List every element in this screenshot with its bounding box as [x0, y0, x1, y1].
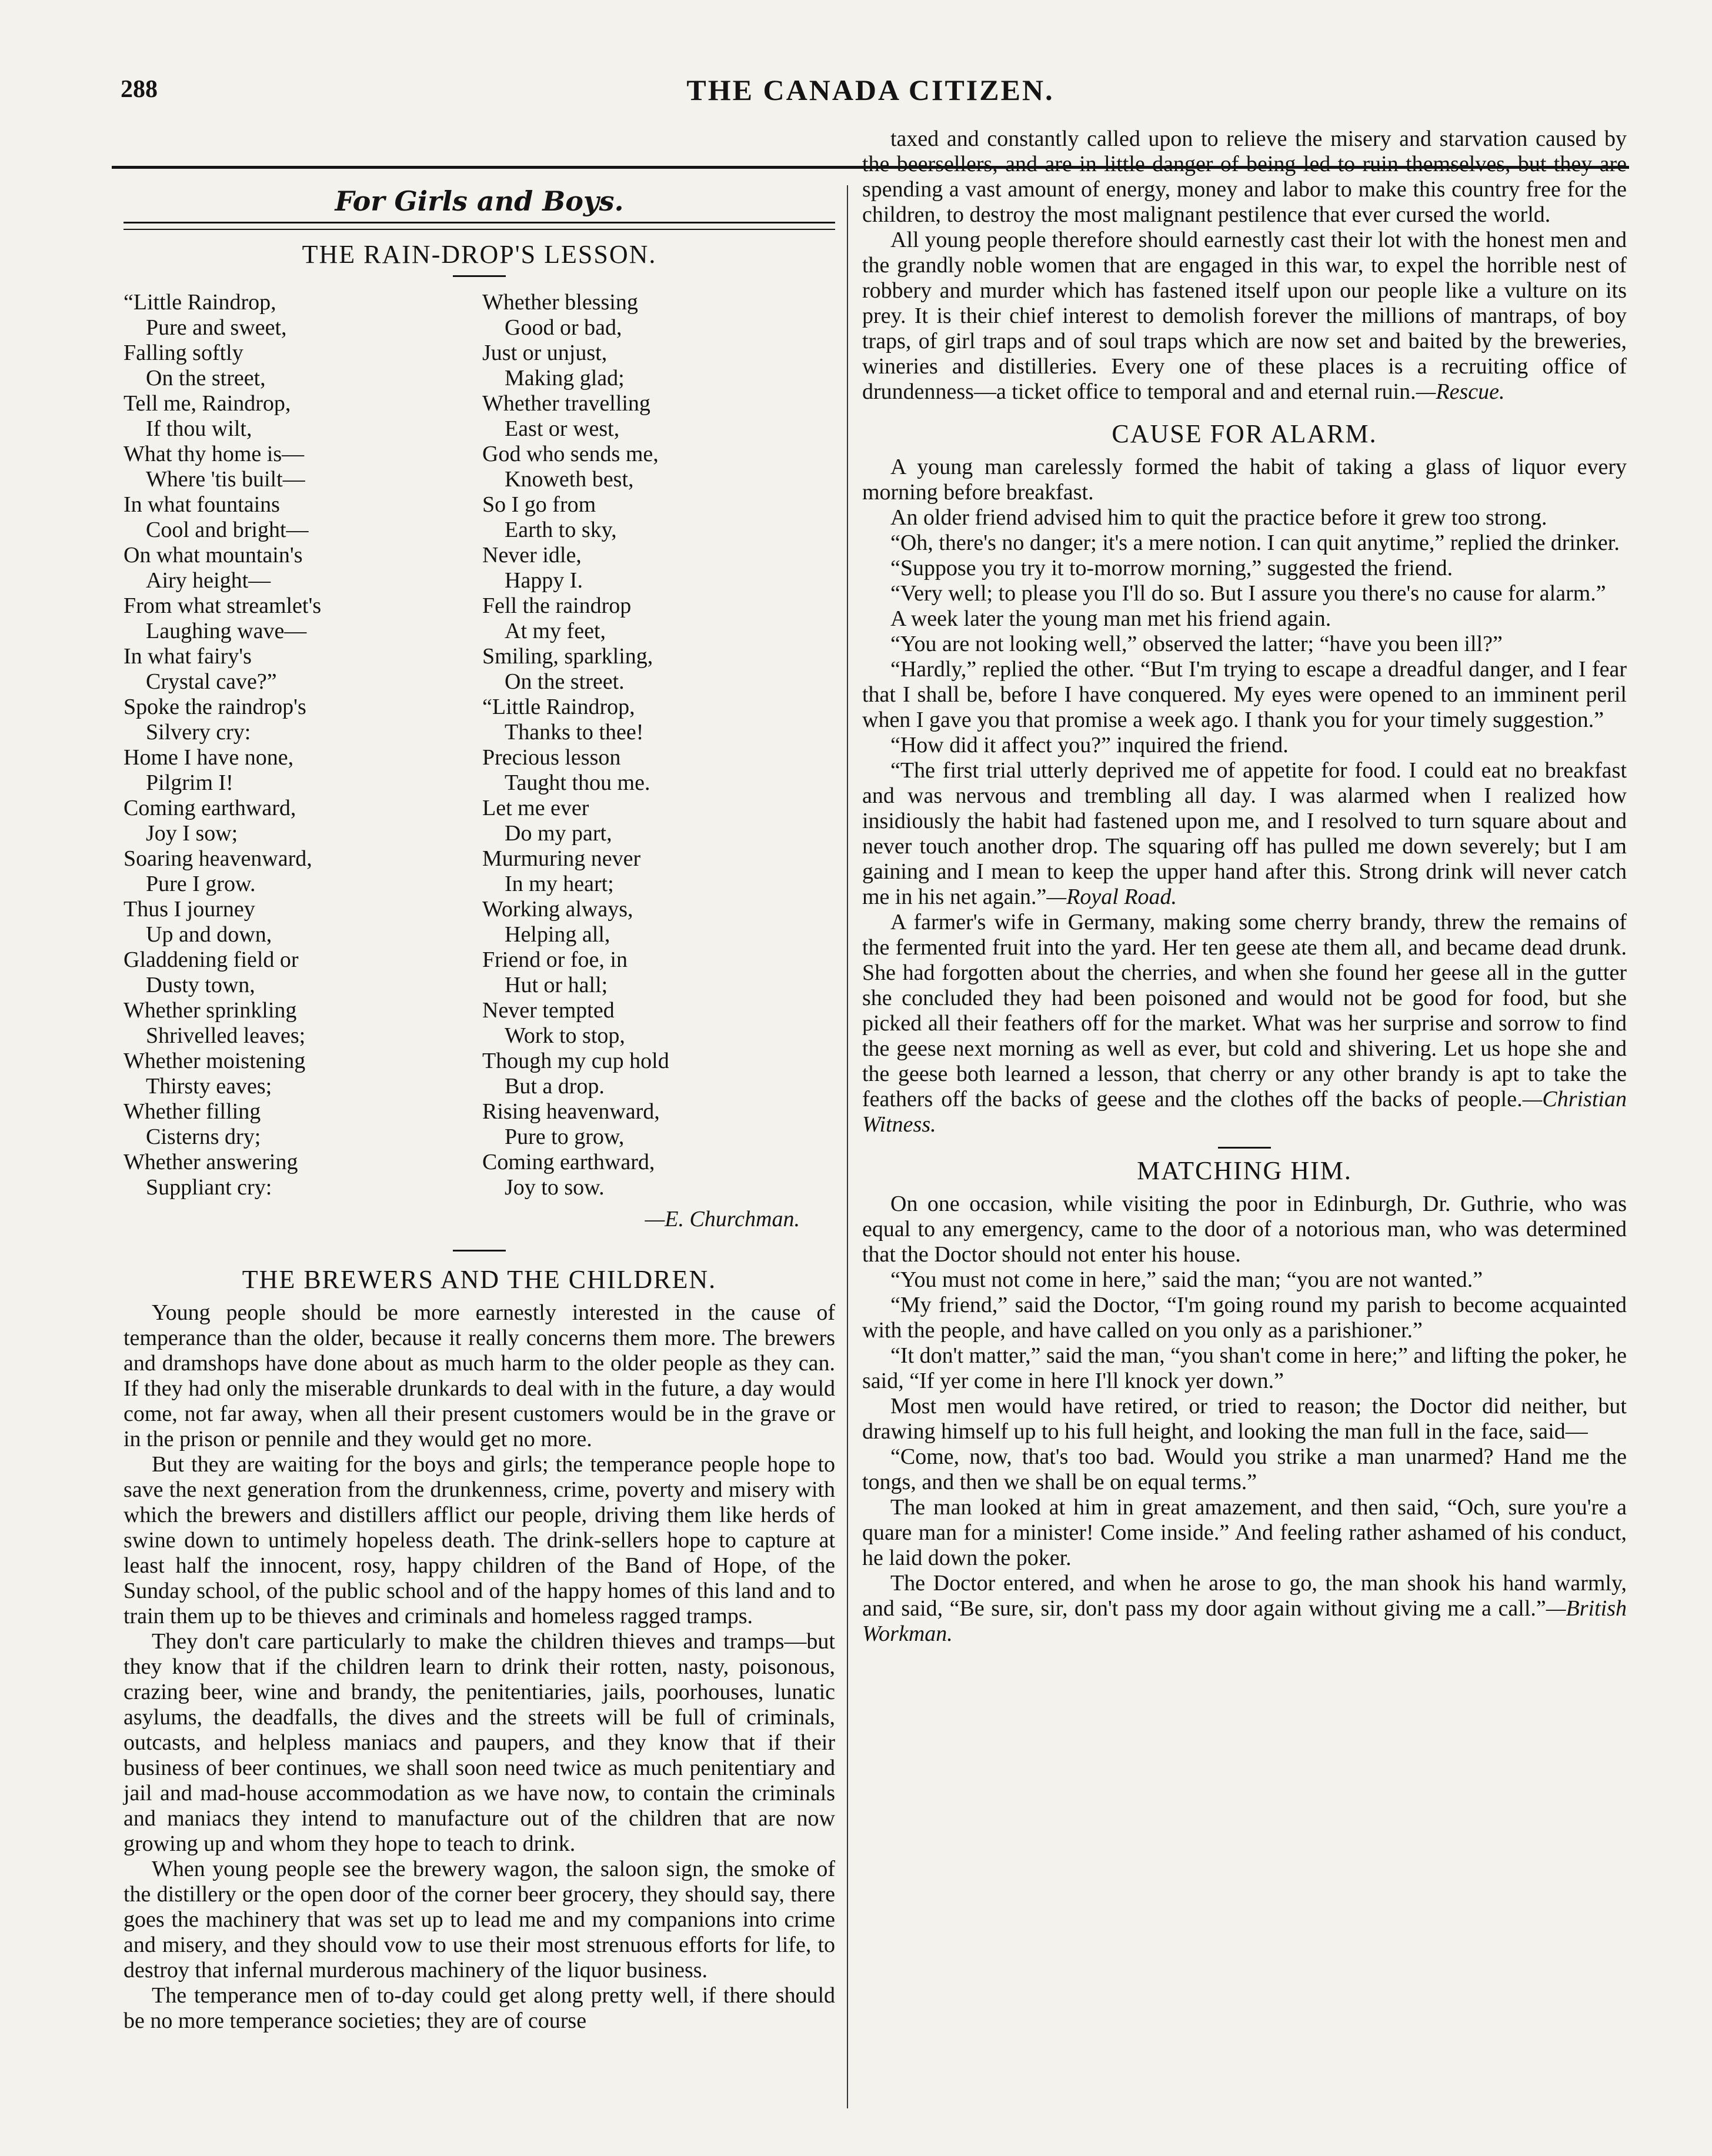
- poem-line: Joy I sow;: [146, 821, 238, 846]
- poem-line: Home I have none,: [124, 745, 294, 770]
- newspaper-page: [112, 71, 1629, 2111]
- poem-line: “Little Raindrop,: [124, 290, 276, 315]
- poem-line: Knoweth best,: [505, 467, 634, 492]
- brewers-article: [124, 1300, 835, 2034]
- poem-line: Spoke the raindrop's: [124, 695, 306, 719]
- poem-line: Pure to grow,: [505, 1124, 625, 1149]
- poem-line: Let me ever: [482, 796, 589, 820]
- poem-line: If thou wilt,: [146, 416, 252, 441]
- poem-line: Cisterns dry;: [146, 1124, 261, 1149]
- paragraph: [862, 758, 1627, 910]
- masthead: THE CANADA CITIZEN.: [686, 74, 1054, 106]
- column-divider: [847, 185, 848, 2108]
- poem-line: Good or bad,: [505, 315, 622, 340]
- poem-line: So I go from: [482, 492, 596, 517]
- paragraph: They don't care particularly to make the children thieves and tramps—but they know that if the children learn to drink their rotten, nasty, poisonous, crazing beer, wine and brandy, the penitentiaries, jails, poorhouses, lunatic asylums, the deadfalls, the dives and the streets will be full of criminals, outcasts, and helpless maniacs and paupers, and they know that if their business of beer continues, we shall soon need twice as much penitentiary and jail and mad-house accommodation as we have now, to contain the criminals and maniacs they intend to manufacture out of the children that are now growing up and whom they hope to teach to drink.: [124, 1629, 835, 1856]
- poem-line: On the street.: [505, 669, 625, 694]
- poem-line: Coming earthward,: [482, 1150, 655, 1174]
- poem-line: Thanks to thee!: [505, 720, 644, 745]
- source-credit: —British Workman.: [862, 1596, 1627, 1646]
- poem-line: Joy to sow.: [505, 1175, 605, 1200]
- paragraph: The man looked at him in great amazement, and then said, “Och, sure you're a quare man for a minister! Come inside.” And feeling rather ashamed of his conduct, he laid down the poker.: [862, 1495, 1627, 1570]
- poem-line: Crystal cave?”: [146, 669, 277, 694]
- paragraph: On one occasion, while visiting the poor in Edinburgh, Dr. Guthrie, who was equal to any emergency, came to the door of a notorious man, who was determined that the Doctor should not enter his house.: [862, 1192, 1627, 1267]
- paragraph-text: All young people therefore should earnestly cast their lot with the honest men and the grandly noble women that are engaged in this war, to expel the horrible nest of robbery and murder which has fastened itself upon our people like a vulture on its prey. It is their chief interest to demolish forever the millions of mantraps, of boy traps, of girl traps and of soul traps which are now set and baited by the breweries, wineries and distilleries. Every one of these places is a recruiting office of drundenness—a ticket office to temporal and and eternal ruin.: [862, 228, 1627, 404]
- poem-line: Murmuring never: [482, 846, 641, 871]
- right-column: [862, 126, 1627, 1647]
- poem-column-1: [124, 290, 468, 1200]
- poem-line: Whether moistening: [124, 1049, 306, 1073]
- source-credit: —Rescue.: [1416, 379, 1505, 404]
- left-column: [124, 185, 835, 2034]
- poem-line: Suppliant cry:: [146, 1175, 272, 1200]
- paragraph: Most men would have retired, or tried to reason; the Doctor did neither, but drawing himself up to his full height, and looking the man full in the face, said—: [862, 1394, 1627, 1444]
- poem-line: Soaring heavenward,: [124, 846, 312, 871]
- alarm-article: [862, 455, 1627, 758]
- paragraph: Young people should be more earnestly interested in the cause of temperance than the older, because it really concerns them more. The brewers and dramshops have done about as much harm to the older people as they can. If they had only the miserable drunkards to deal with in the future, a day would come, not far away, when all their present customers would be in the grave or in the prison or pennile and they would get no more.: [124, 1300, 835, 1451]
- poem-line: Gladdening field or: [124, 947, 299, 972]
- poem-line: At my feet,: [505, 619, 606, 643]
- poem-line: Whether travelling: [482, 391, 650, 416]
- poem: [124, 290, 835, 1200]
- poem-line: Work to stop,: [505, 1023, 625, 1048]
- poem-line: Pure I grow.: [146, 872, 256, 896]
- poem-column-2: [482, 290, 826, 1200]
- paragraph: [862, 228, 1627, 405]
- paragraph: “Come, now, that's too bad. Would you strike a man unarmed? Hand me the tongs, and then we shall be on equal terms.”: [862, 1444, 1627, 1494]
- paragraph: “My friend,” said the Doctor, “I'm going round my parish to become acquainted with the people, and have called on you only as a parishioner.”: [862, 1293, 1627, 1343]
- poem-line: Though my cup hold: [482, 1049, 669, 1073]
- poem-line: Shrivelled leaves;: [146, 1023, 306, 1048]
- poem-line: Airy height—: [146, 568, 271, 593]
- paragraph: When young people see the brewery wagon, the saloon sign, the smoke of the distillery or the open door of the corner beer grocery, they should say, there goes the machinery that was set up to lead me and my companions into crime and misery, and they should vow to use their most strenuous efforts for life, to destroy that infernal murderous machinery of the liquor business.: [124, 1857, 835, 1983]
- poem-line: Coming earthward,: [124, 796, 296, 820]
- paragraph: “You are not looking well,” observed the latter; “have you been ill?”: [890, 632, 1503, 656]
- continued-article: [862, 126, 1627, 405]
- poem-line: Silvery cry:: [146, 720, 251, 745]
- poem-line: East or west,: [505, 416, 620, 441]
- poem-line: Whether filling: [124, 1099, 261, 1124]
- poem-line: In my heart;: [505, 872, 614, 896]
- poem-line: Precious lesson: [482, 745, 621, 770]
- poem-line: Thirsty eaves;: [146, 1074, 272, 1099]
- paragraph: A young man carelessly formed the habit of taking a glass of liquor every morning before breakfast.: [862, 455, 1627, 505]
- poem-line: Whether answering: [124, 1150, 298, 1174]
- poem-line: Whether sprinkling: [124, 998, 297, 1023]
- paragraph: “You must not come in here,” said the man; “you are not wanted.”: [890, 1267, 1483, 1292]
- matching-title: MATCHING HIM.: [1137, 1156, 1352, 1185]
- poem-line: Fell the raindrop: [482, 593, 632, 618]
- article-rule: [453, 1250, 506, 1251]
- poem-line: “Little Raindrop,: [482, 695, 635, 719]
- paragraph: A week later the young man met his friend again.: [890, 606, 1331, 631]
- poem-line: Helping all,: [505, 922, 610, 947]
- paragraph: taxed and constantly called upon to relieve the misery and starvation caused by the beersellers, and are in little danger of being led to ruin themselves, but they are spending a vast amount of energy, money and labor to make this country free for the children, to destroy the most malignant pestilence that ever cursed the world.: [862, 126, 1627, 227]
- poem-line: Do my part,: [505, 821, 612, 846]
- paragraph: “Very well; to please you I'll do so. But I assure you there's no cause for alarm.”: [890, 581, 1606, 606]
- paragraph: But they are waiting for the boys and girls; the temperance people hope to save the next generation from the drunkenness, crime, poverty and misery with which the brewers and distillers afflict our people, driving them like herds of swine down to untimely hopeless death. The drink-sellers hope to capture at least half the innocent, rosy, happy children of the Band of Hope, of the Sunday school, of the public school and of the happy homes of this land and to train them up to be thieves and criminals and homeless ragged tramps.: [124, 1452, 835, 1628]
- paragraph-text: “The first trial utterly deprived me of appetite for food. I could eat no breakfast and was nervous and trembling all day. I was alarmed when I realized how insidiously the habit had fastened upon me, and I resolved to turn square about and never touch another drop. The squaring off has pulled me down severely; but I am gaining and I mean to keep the upper hand after this. Strong drink will never catch me in his net again.”: [862, 758, 1627, 909]
- poem-attribution: —E. Churchman.: [645, 1207, 800, 1231]
- paragraph-text: A farmer's wife in Germany, making some cherry brandy, threw the remains of the fermented fruit into the yard. Her ten geese ate them all, and became dead drunk. She had forgotten about the cherries, and when she found her geese all in the gutter she concluded they had been poisoned and would not be good for food, but she picked all their feathers off for the market. What was her surprise and sorrow to find the geese next morning as well as ever, but cold and shivering. Let us hope she and the geese both learned a lesson, that cherry or any other brandy is apt to take the feathers off the backs of geese and the clothes off the backs of people.: [862, 910, 1627, 1112]
- poem-line: Pure and sweet,: [146, 315, 287, 340]
- poem-line: Never tempted: [482, 998, 615, 1023]
- poem-line: Falling softly: [124, 341, 243, 365]
- alarm-title: CAUSE FOR ALARM.: [1112, 419, 1377, 448]
- poem-line: What thy home is—: [124, 442, 305, 466]
- poem-line: Working always,: [482, 897, 633, 922]
- poem-line: But a drop.: [505, 1074, 605, 1099]
- poem-line: In what fountains: [124, 492, 280, 517]
- paragraph: “Suppose you try it to-morrow morning,” suggested the friend.: [890, 556, 1453, 580]
- poem-line: Happy I.: [505, 568, 583, 593]
- brewers-title: THE BREWERS AND THE CHILDREN.: [242, 1265, 717, 1294]
- poem-line: Taught thou me.: [505, 770, 650, 795]
- paragraph: The temperance men of to-day could get along pretty well, if there should be no more temperance societies; they are of course: [124, 1983, 835, 2033]
- paragraph: “Oh, there's no danger; it's a mere notion. I can quit anytime,” replied the drinker.: [890, 530, 1620, 555]
- poem-line: Dusty town,: [146, 973, 255, 997]
- poem-line: Whether blessing: [482, 290, 638, 315]
- paragraph: [862, 1571, 1627, 1647]
- poem-line: Up and down,: [146, 922, 272, 947]
- poem-line: From what streamlet's: [124, 593, 322, 618]
- page-header: [112, 71, 1629, 106]
- poem-line: Hut or hall;: [505, 973, 608, 997]
- poem-line: Where 'tis built—: [146, 467, 305, 492]
- matching-article: [862, 1192, 1627, 1571]
- poem-line: Pilgrim I!: [146, 770, 233, 795]
- poem-title: THE RAIN-DROP'S LESSON.: [302, 240, 657, 269]
- paragraph: An older friend advised him to quit the practice before it grew too strong.: [890, 505, 1547, 530]
- paragraph: “Hardly,” replied the other. “But I'm trying to escape a dreadful danger, and I fear that I shall be, before I have conquered. My eyes were opened to an imminent peril when I gave you that promise a week ago. I thank you for your timely suggestion.”: [862, 657, 1627, 732]
- poem-line: Making glad;: [505, 366, 625, 391]
- poem-line: Laughing wave—: [146, 619, 307, 643]
- poem-line: Rising heavenward,: [482, 1099, 660, 1124]
- poem-line: On what mountain's: [124, 543, 303, 568]
- title-rule: [453, 275, 506, 277]
- poem-line: In what fairy's: [124, 644, 252, 669]
- poem-line: Smiling, sparkling,: [482, 644, 653, 669]
- article-rule: [1218, 1147, 1271, 1149]
- poem-line: Never idle,: [482, 543, 582, 568]
- section-heading: For Girls and Boys.: [335, 185, 624, 217]
- paragraph: “It don't matter,” said the man, “you shan't come in here;” and lifting the poker, he said, “If yer come in here I'll knock yer down.”: [862, 1343, 1627, 1393]
- goose-paragraph: [862, 910, 1627, 1137]
- source-credit: —Royal Road.: [1046, 885, 1177, 909]
- poem-line: Friend or foe, in: [482, 947, 628, 972]
- poem-line: Earth to sky,: [505, 518, 617, 542]
- page-number: 288: [121, 76, 158, 103]
- paragraph-text: The Doctor entered, and when he arose to go, the man shook his hand warmly, and said, “Be sure, sir, don't pass my door again without giving me a call.”: [862, 1571, 1627, 1621]
- poem-line: Just or unjust,: [482, 341, 608, 365]
- poem-line: God who sends me,: [482, 442, 659, 466]
- poem-line: Thus I journey: [124, 897, 255, 922]
- poem-line: Tell me, Raindrop,: [124, 391, 291, 416]
- poem-line: On the street,: [146, 366, 266, 391]
- paragraph: “How did it affect you?” inquired the friend.: [890, 733, 1289, 757]
- section-rule: [124, 222, 835, 230]
- source-credit: —Christian Witness.: [862, 1087, 1627, 1137]
- poem-line: Cool and bright—: [146, 518, 309, 542]
